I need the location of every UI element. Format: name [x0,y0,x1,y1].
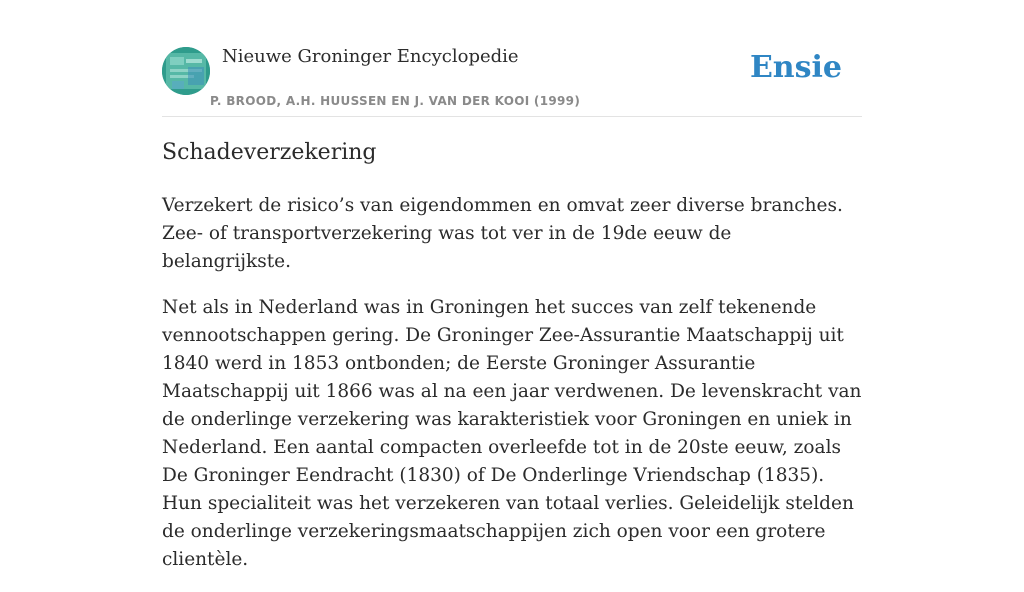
entry-title: Schadeverzekering [162,140,377,165]
source-title[interactable]: Nieuwe Groninger Encyclopedie [222,46,519,67]
book-cover-thumbnail-icon[interactable] [162,47,210,95]
source-authors: P. BROOD, A.H. HUUSSEN EN J. VAN DER KOOI (1999) [210,94,581,108]
article-body [162,192,862,592]
ensie-logo-link[interactable]: Ensie [749,50,842,85]
source-header [162,0,862,117]
paragraph: Net als in Nederland was in Groningen het succes van zelf tekenende vennootschappen gering. De Groninger Zee-Assurantie Maatschappij uit 1840 werd in 1853 ontbonden; de Eerste Groninger Assurantie Maatschappij uit 1866 was al na een jaar verdwenen. De levenskracht van de onderlinge verzekering was karakteristiek voor Groningen en uniek in Nederland. Een aantal compacten overleefde tot in de 20ste eeuw, zoals De Groninger Eendracht (1830) of De Onderlinge Vriendschap (1835). Hun specialiteit was het verzekeren van totaal verlies. Geleidelijk stelden de onderlinge verzekeringsmaatschappijen zich open voor een grotere clientèle. [162,297,862,570]
page-container [162,0,862,570]
paragraph: Verzekert de risico’s van eigendommen en omvat zeer diverse branches. Zee- of transportverzekering was tot ver in de 19de eeuw de belangrijkste. [162,195,843,272]
